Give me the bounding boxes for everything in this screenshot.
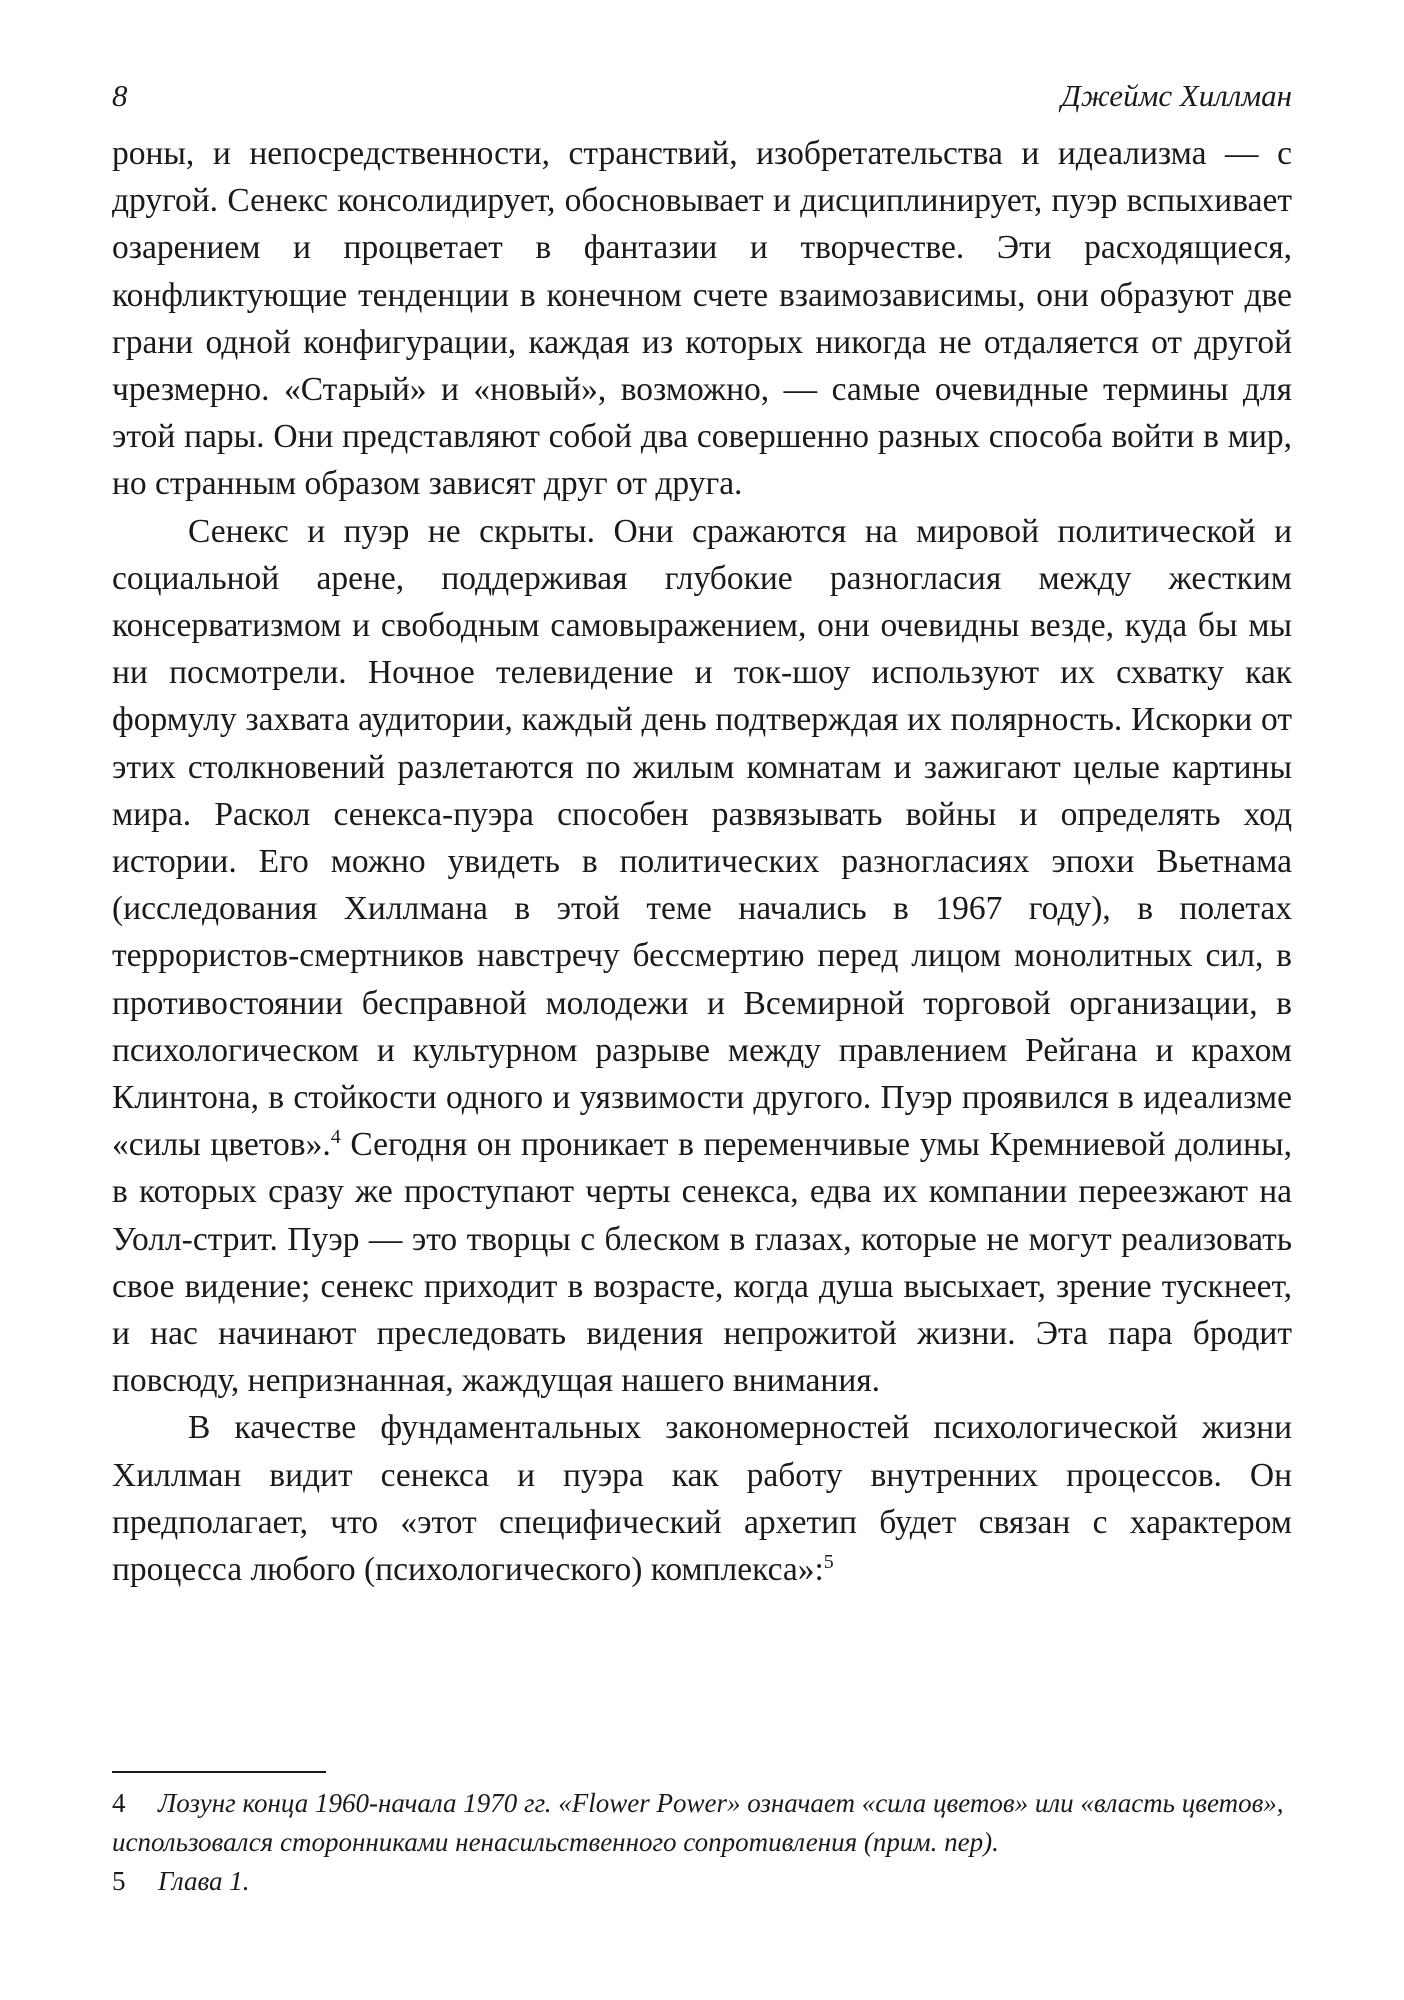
body-text	[112, 130, 1292, 1593]
paragraph-senex-puer-conflict	[112, 508, 1292, 1405]
footnote-ref-5[interactable]: 5	[823, 1550, 834, 1573]
footnote-5	[112, 1862, 1292, 1901]
paragraph-internal-processes	[112, 1404, 1292, 1593]
footnote-text: Глава 1.	[158, 1866, 250, 1896]
footnote-4	[112, 1784, 1292, 1862]
footnote-ref-4[interactable]: 4	[330, 1126, 341, 1149]
footnotes	[112, 1784, 1292, 1901]
paragraph-text: роны, и непосредственности, странствий, изобретательства и идеализма — с другой. Сенекс консолидирует, обосновывает и дисциплинирует, пуэр вспыхивает озарением и процветает в фантазии и творчестве. Эти расходящиеся, конфликтующие тенденции в конечном счете взаимозависимы, они образуют две грани одной конфигурации, каждая из которых никогда не отдаляется от другой чрезмерно. «Старый» и «новый», возможно, — самые очевидные термины для этой пары. Они представляют собой два совершенно разных способа войти в мир, но странным образом зависят друг от друга.	[112, 135, 1292, 503]
running-head-author: Джеймс Хиллман	[1061, 78, 1292, 113]
footnote-divider	[112, 1771, 326, 1773]
paragraph-text: Сенекс и пуэр не скрыты. Они сражаются на мировой политической и социальной арене, поддерживая глубокие разногласия между жестким консерватизмом и свободным самовыражением, они очевидны везде, куда бы мы ни посмотрели. Ночное телевидение и ток-шоу используют их схватку как формулу захвата аудитории, каждый день подтверждая их полярность. Искорки от этих столкновений разлетаются по жилым комнатам и зажигают целые картины мира. Раскол сенекса-пуэра способен развязывать войны и определять ход истории. Его можно увидеть в политических разногласиях эпохи Вьетнама (исследования Хиллмана в этой теме начались в 1967 году), в полетах террористов-смертников навстречу бессмертию перед лицом монолитных сил, в противостоянии бесправной молодежи и Всемирной торговой организации, в психологическом и культурном разрыве между правлением Рейгана и крахом Клинтона, в стойкости одного и уязвимости другого. Пуэр проявился в идеализме «силы цветов».	[112, 512, 1292, 1164]
footnote-number: 4	[112, 1788, 126, 1818]
paragraph-text-continued: Сегодня он проникает в переменчивые умы Кремниевой долины, в которых сразу же проступают черты сенекса, едва их компании переезжают на Уолл-стрит. Пуэр — это творцы с блеском в глазах, которые не могут реализовать свое видение; сенекс приходит в возрасте, когда душа высыхает, зрение тускнеет, и нас начинают преследовать видения непрожитой жизни. Эта пара бродит повсюду, непризнанная, жаждущая нашего внимания.	[112, 1126, 1292, 1400]
footnote-number: 5	[112, 1866, 126, 1896]
paragraph-text: В качестве фундаментальных закономерностей психологической жизни Хиллман видит сенекса и пуэра как работу внутренних процессов. Он предполагает, что «этот специфический архетип будет связан с характером процесса любого (психологического) комплекса»:	[112, 1409, 1292, 1589]
paragraph-continued	[112, 130, 1292, 508]
footnote-text: Лозунг конца 1960-начала 1970 гг. «Flower Power» означает «сила цветов» или «власть цветов», использовался сторонниками ненасильственного сопротивления (прим. пер).	[112, 1788, 1284, 1857]
page-number: 8	[112, 78, 128, 113]
running-head	[112, 78, 1292, 122]
